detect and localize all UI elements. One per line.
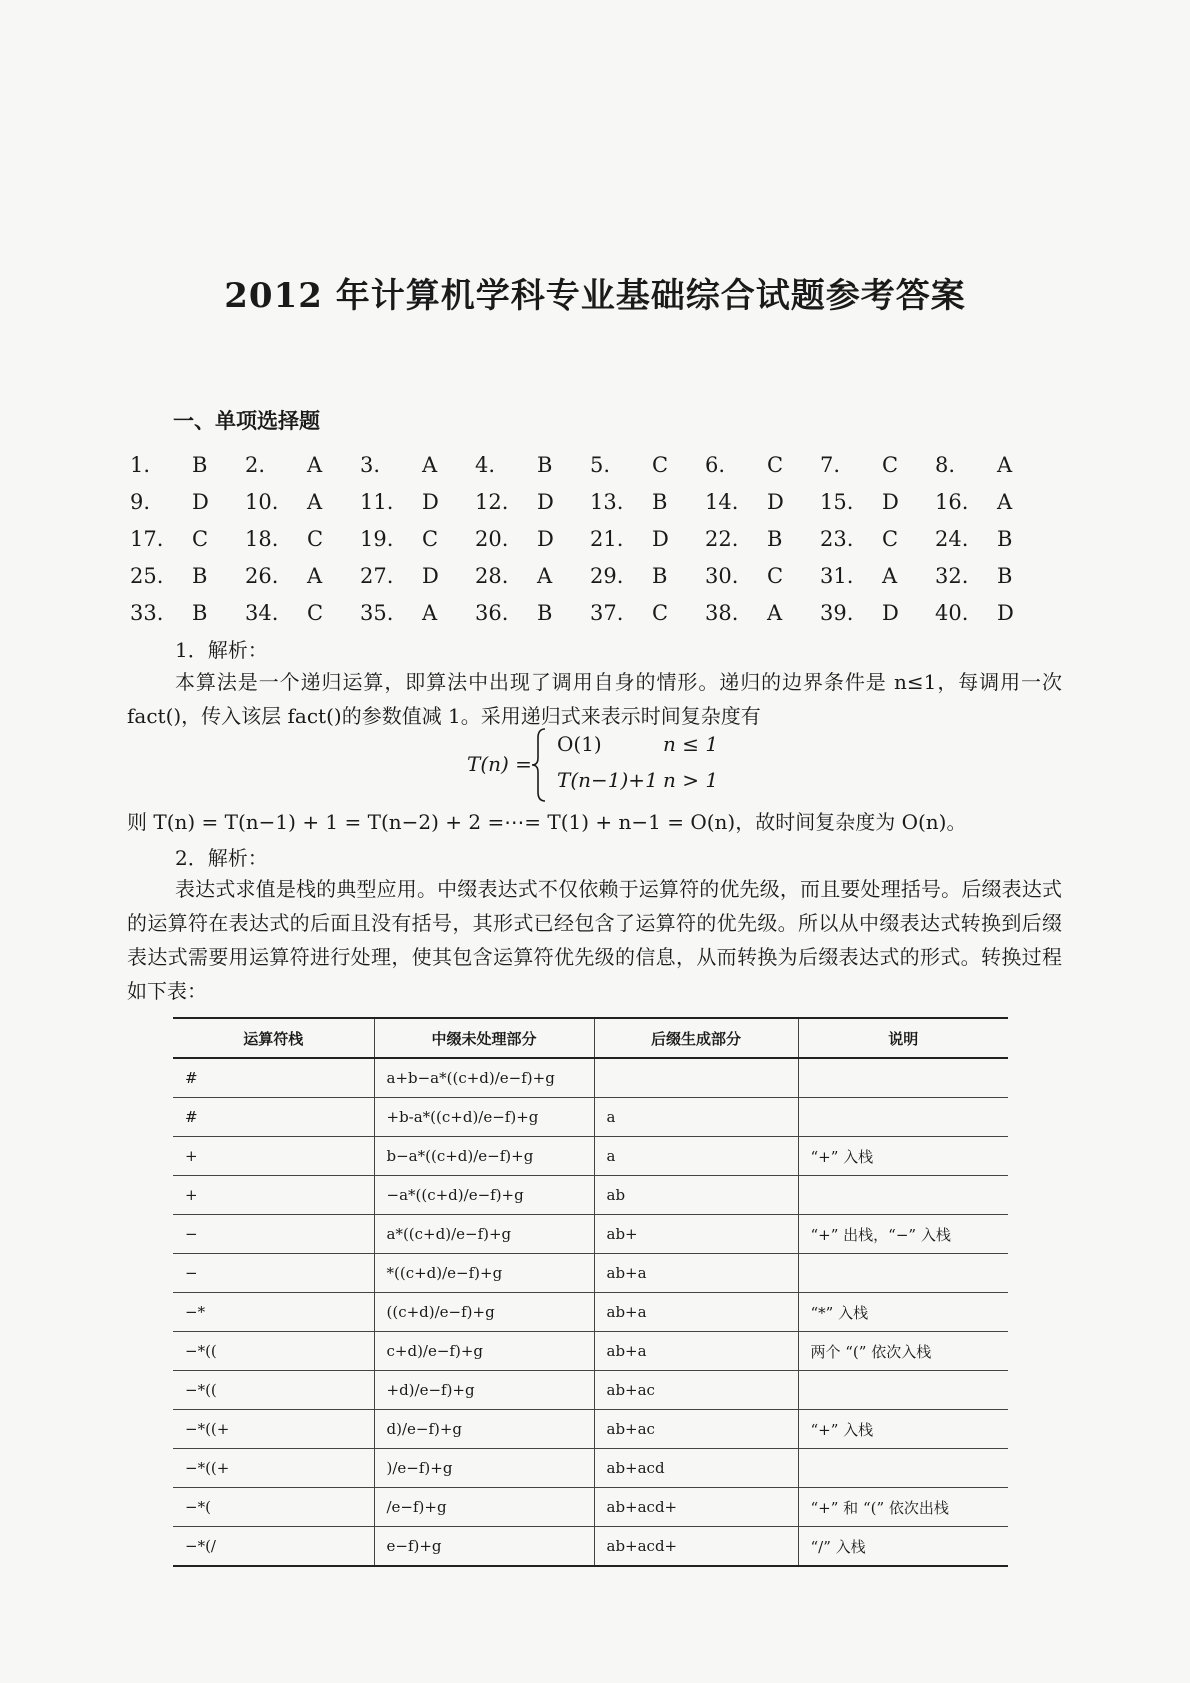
question-number: 32.	[935, 563, 969, 588]
question-number: 1.	[130, 452, 151, 477]
table-row	[173, 1449, 1008, 1488]
answer-item	[935, 564, 1050, 588]
answer-letter: A	[307, 452, 323, 477]
question-number: 18.	[245, 526, 279, 551]
answer-item	[935, 527, 1050, 551]
answer-item	[590, 527, 705, 551]
table-row	[173, 1488, 1008, 1527]
cell-operator-stack: −*(	[173, 1488, 374, 1527]
answer-letter: D	[652, 526, 669, 551]
answer-item	[590, 564, 705, 588]
answer-item	[245, 564, 360, 588]
q1-label: 1．解析：	[175, 638, 268, 662]
cell-note: 两个 “(” 依次入栈	[798, 1332, 1008, 1371]
cell-infix-remaining: /e−f)+g	[374, 1488, 594, 1527]
question-number: 3.	[360, 452, 381, 477]
answer-item	[475, 490, 590, 514]
question-number: 28.	[475, 563, 509, 588]
cell-postfix-generated: ab+acd	[594, 1449, 798, 1488]
question-number: 23.	[820, 526, 854, 551]
question-number: 10.	[245, 489, 279, 514]
table-row	[173, 1098, 1008, 1137]
answer-letter: B	[537, 452, 553, 477]
cell-operator-stack: #	[173, 1098, 374, 1137]
answer-item	[705, 490, 820, 514]
answer-item	[590, 601, 705, 625]
answer-letter: C	[652, 452, 669, 477]
answer-letter: B	[192, 452, 208, 477]
question-number: 2.	[245, 452, 266, 477]
question-number: 34.	[245, 600, 279, 625]
cell-infix-remaining: a*((c+d)/e−f)+g	[374, 1215, 594, 1254]
table-row	[173, 1293, 1008, 1332]
answer-letter: A	[422, 600, 438, 625]
left-brace-icon	[531, 728, 547, 802]
question-number: 21.	[590, 526, 624, 551]
cell-postfix-generated: ab+	[594, 1215, 798, 1254]
answer-letter: B	[997, 526, 1013, 551]
question-number: 8.	[935, 452, 956, 477]
cell-infix-remaining: e−f)+g	[374, 1527, 594, 1567]
answer-letter: B	[652, 489, 668, 514]
answer-item	[590, 453, 705, 477]
answer-letter: C	[307, 526, 324, 551]
cell-infix-remaining: *((c+d)/e−f)+g	[374, 1254, 594, 1293]
cell-note	[798, 1254, 1008, 1293]
question-number: 13.	[590, 489, 624, 514]
cell-operator-stack: −*((+	[173, 1449, 374, 1488]
answer-grid	[130, 446, 1050, 631]
cell-operator-stack: −*((	[173, 1332, 374, 1371]
q1-conclusion: 则 T(n) = T(n−1) + 1 = T(n−2) + 2 =⋯= T(1) + n−1 = O(n)，故时间复杂度为 O(n)。	[127, 810, 967, 834]
formula-cond2: n > 1	[663, 768, 719, 792]
question-number: 7.	[820, 452, 841, 477]
table-row	[173, 1215, 1008, 1254]
cell-infix-remaining: a+b−a*((c+d)/e−f)+g	[374, 1058, 594, 1098]
cell-note: “+” 出栈，“−” 入栈	[798, 1215, 1008, 1254]
answer-letter: B	[537, 600, 553, 625]
cell-postfix-generated: ab+a	[594, 1254, 798, 1293]
answer-letter: D	[422, 489, 439, 514]
answer-letter: C	[192, 526, 209, 551]
answer-item	[935, 601, 1050, 625]
question-number: 29.	[590, 563, 624, 588]
answer-letter: A	[882, 563, 898, 588]
answer-row	[130, 594, 1050, 631]
question-number: 11.	[360, 489, 394, 514]
cell-postfix-generated: ab+a	[594, 1332, 798, 1371]
question-number: 40.	[935, 600, 969, 625]
table-body	[173, 1058, 1008, 1566]
cell-postfix-generated: ab	[594, 1176, 798, 1215]
cell-postfix-generated: ab+ac	[594, 1371, 798, 1410]
answer-row	[130, 483, 1050, 520]
question-number: 33.	[130, 600, 164, 625]
question-number: 38.	[705, 600, 739, 625]
answer-item	[705, 527, 820, 551]
answer-item	[130, 490, 245, 514]
answer-letter: A	[307, 489, 323, 514]
cell-operator-stack: +	[173, 1137, 374, 1176]
cell-infix-remaining: c+d)/e−f)+g	[374, 1332, 594, 1371]
cell-operator-stack: −*((	[173, 1371, 374, 1410]
question-number: 5.	[590, 452, 611, 477]
cell-infix-remaining: −a*((c+d)/e−f)+g	[374, 1176, 594, 1215]
answer-item	[590, 490, 705, 514]
answer-letter: A	[307, 563, 323, 588]
table-row	[173, 1254, 1008, 1293]
table-row	[173, 1371, 1008, 1410]
answer-letter: B	[997, 563, 1013, 588]
question-number: 39.	[820, 600, 854, 625]
question-number: 12.	[475, 489, 509, 514]
answer-letter: D	[882, 600, 899, 625]
answer-letter: C	[767, 563, 784, 588]
answer-item	[360, 490, 475, 514]
answer-letter: B	[192, 600, 208, 625]
answer-letter: D	[422, 563, 439, 588]
cell-operator-stack: −*((+	[173, 1410, 374, 1449]
answer-item	[245, 453, 360, 477]
q2-paragraph: 表达式求值是栈的典型应用。中缀表达式不仅依赖于运算符的优先级，而且要处理括号。后缀表达式的运算符在表达式的后面且没有括号，其形式已经包含了运算符的优先级。所以从中缀表达式转换到后缀表达式需要用运算符进行处理，使其包含运算符优先级的信息，从而转换为后缀表达式的形式。转换过程如下表：	[127, 877, 1062, 1003]
cell-postfix-generated: ab+ac	[594, 1410, 798, 1449]
answer-letter: D	[192, 489, 209, 514]
table-row	[173, 1137, 1008, 1176]
answer-letter: C	[882, 526, 899, 551]
cell-note: “/” 入栈	[798, 1527, 1008, 1567]
answer-letter: B	[767, 526, 783, 551]
cell-note	[798, 1371, 1008, 1410]
answer-item	[475, 527, 590, 551]
question-number: 19.	[360, 526, 394, 551]
cell-note	[798, 1098, 1008, 1137]
answer-letter: D	[997, 600, 1014, 625]
answer-item	[475, 453, 590, 477]
cell-operator-stack: #	[173, 1058, 374, 1098]
cell-infix-remaining: d)/e−f)+g	[374, 1410, 594, 1449]
cell-infix-remaining: +d)/e−f)+g	[374, 1371, 594, 1410]
cell-note: “+” 和 “(” 依次出栈	[798, 1488, 1008, 1527]
formula-case2: T(n−1)+1	[557, 768, 658, 792]
question-number: 24.	[935, 526, 969, 551]
answer-item	[935, 453, 1050, 477]
header-note: 说明	[798, 1018, 1008, 1058]
table-row	[173, 1332, 1008, 1371]
page-title: 2012 年计算机学科专业基础综合试题参考答案	[224, 276, 966, 316]
answer-letter: D	[882, 489, 899, 514]
cell-postfix-generated: a	[594, 1137, 798, 1176]
answer-row	[130, 557, 1050, 594]
cell-infix-remaining: +b-a*((c+d)/e−f)+g	[374, 1098, 594, 1137]
cell-note: “+” 入栈	[798, 1137, 1008, 1176]
cell-postfix-generated: ab+acd+	[594, 1488, 798, 1527]
question-number: 37.	[590, 600, 624, 625]
table-row	[173, 1058, 1008, 1098]
table-row	[173, 1410, 1008, 1449]
question-number: 27.	[360, 563, 394, 588]
question-number: 20.	[475, 526, 509, 551]
question-number: 36.	[475, 600, 509, 625]
recurrence-formula	[467, 728, 727, 808]
question-number: 31.	[820, 563, 854, 588]
answer-item	[705, 601, 820, 625]
header-infix-remaining: 中缀未处理部分	[374, 1018, 594, 1058]
cell-infix-remaining: ((c+d)/e−f)+g	[374, 1293, 594, 1332]
answer-item	[130, 453, 245, 477]
answer-item	[705, 564, 820, 588]
answer-letter: A	[997, 489, 1013, 514]
q1-paragraph: 本算法是一个递归运算，即算法中出现了调用自身的情形。递归的边界条件是 n≤1，每调用一次 fact()，传入该层 fact()的参数值减 1。采用递归式来表示时间复杂度有	[127, 670, 1062, 728]
answer-item	[475, 601, 590, 625]
table-row	[173, 1176, 1008, 1215]
answer-letter: A	[422, 452, 438, 477]
answer-letter: B	[652, 563, 668, 588]
answer-letter: D	[537, 489, 554, 514]
answer-item	[245, 601, 360, 625]
answer-letter: A	[537, 563, 553, 588]
answer-item	[130, 601, 245, 625]
table-header-row	[173, 1018, 1008, 1058]
answer-item	[360, 564, 475, 588]
header-postfix-generated: 后缀生成部分	[594, 1018, 798, 1058]
answer-item	[705, 453, 820, 477]
cell-postfix-generated: ab+acd+	[594, 1527, 798, 1567]
formula-cond1: n ≤ 1	[663, 732, 719, 756]
cell-postfix-generated	[594, 1058, 798, 1098]
answer-item	[245, 527, 360, 551]
conversion-table	[173, 1017, 1008, 1567]
answer-row	[130, 446, 1050, 483]
header-operator-stack: 运算符栈	[173, 1018, 374, 1058]
answer-letter: A	[767, 600, 783, 625]
question-number: 22.	[705, 526, 739, 551]
answer-item	[820, 453, 935, 477]
cell-note: “+” 入栈	[798, 1410, 1008, 1449]
answer-item	[360, 527, 475, 551]
cell-operator-stack: −*	[173, 1293, 374, 1332]
formula-case1: O(1)	[557, 732, 602, 756]
question-number: 25.	[130, 563, 164, 588]
answer-letter: D	[767, 489, 784, 514]
cell-note	[798, 1058, 1008, 1098]
cell-operator-stack: −*(/	[173, 1527, 374, 1567]
answer-item	[820, 527, 935, 551]
question-number: 26.	[245, 563, 279, 588]
answer-letter: C	[882, 452, 899, 477]
answer-item	[820, 601, 935, 625]
answer-item	[360, 453, 475, 477]
question-number: 4.	[475, 452, 496, 477]
formula-lhs: T(n) =	[467, 752, 532, 776]
cell-operator-stack: −	[173, 1254, 374, 1293]
q2-label: 2．解析：	[175, 846, 268, 870]
question-number: 30.	[705, 563, 739, 588]
cell-postfix-generated: ab+a	[594, 1293, 798, 1332]
cell-operator-stack: −	[173, 1215, 374, 1254]
answer-letter: C	[307, 600, 324, 625]
answer-item	[130, 527, 245, 551]
answer-letter: C	[652, 600, 669, 625]
question-number: 17.	[130, 526, 164, 551]
answer-item	[820, 564, 935, 588]
question-number: 16.	[935, 489, 969, 514]
table-row	[173, 1527, 1008, 1567]
question-number: 6.	[705, 452, 726, 477]
question-number: 15.	[820, 489, 854, 514]
answer-row	[130, 520, 1050, 557]
question-number: 35.	[360, 600, 394, 625]
answer-letter: B	[192, 563, 208, 588]
question-number: 9.	[130, 489, 151, 514]
cell-note: “*” 入栈	[798, 1293, 1008, 1332]
cell-note	[798, 1176, 1008, 1215]
answer-item	[245, 490, 360, 514]
cell-infix-remaining: )/e−f)+g	[374, 1449, 594, 1488]
cell-operator-stack: +	[173, 1176, 374, 1215]
answer-item	[935, 490, 1050, 514]
answer-item	[130, 564, 245, 588]
answer-letter: C	[767, 452, 784, 477]
cell-infix-remaining: b−a*((c+d)/e−f)+g	[374, 1137, 594, 1176]
answer-letter: D	[537, 526, 554, 551]
question-number: 14.	[705, 489, 739, 514]
section-heading-single-choice: 一、单项选择题	[173, 409, 320, 433]
cell-note	[798, 1449, 1008, 1488]
answer-letter: A	[997, 452, 1013, 477]
answer-item	[820, 490, 935, 514]
cell-postfix-generated: a	[594, 1098, 798, 1137]
answer-item	[360, 601, 475, 625]
answer-letter: C	[422, 526, 439, 551]
answer-item	[475, 564, 590, 588]
